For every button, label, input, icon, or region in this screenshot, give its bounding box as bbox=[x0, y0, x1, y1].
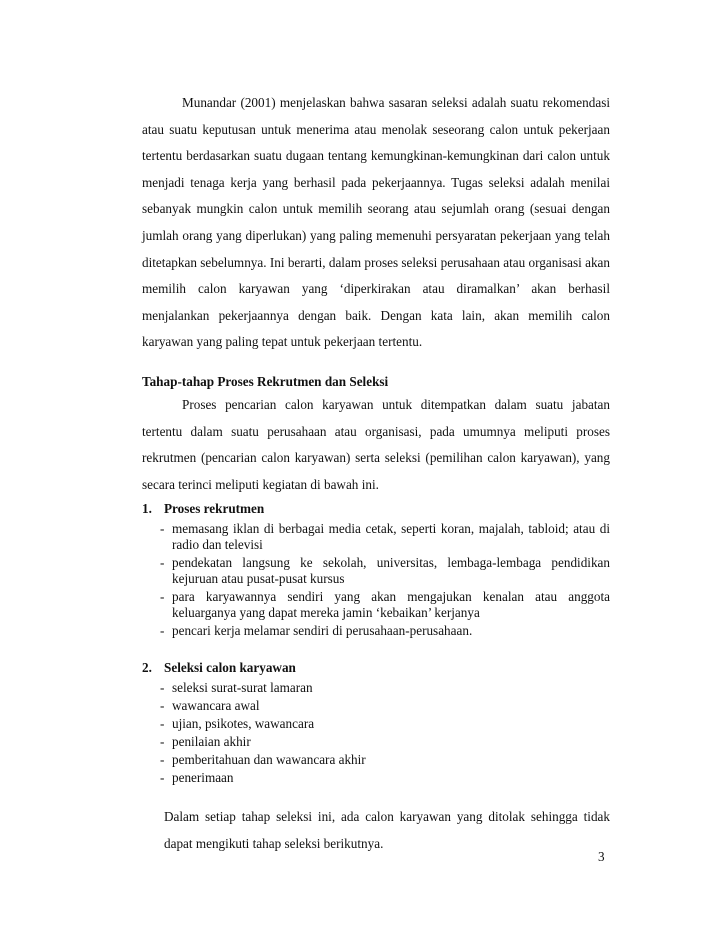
list-item: - wawancara awal bbox=[160, 698, 610, 714]
page-content bbox=[142, 90, 610, 858]
dash-list bbox=[142, 521, 610, 639]
list-item: - pencari kerja melamar sendiri di perusahaan-perusahaan. bbox=[160, 623, 610, 639]
list-title-text: Seleksi calon karyawan bbox=[164, 660, 296, 676]
list-item: - memasang iklan di berbagai media cetak, seperti koran, majalah, tabloid; atau di radio dan televisi bbox=[160, 521, 610, 553]
list-title-2 bbox=[142, 659, 610, 677]
section-heading: Tahap-tahap Proses Rekrutmen dan Seleksi bbox=[142, 373, 389, 389]
closing-paragraph: Dalam setiap tahap seleksi ini, ada calon karyawan yang ditolak sehingga tidak dapat mengikuti tahap seleksi berikutnya. bbox=[164, 809, 610, 851]
intro-paragraph: Munandar (2001) menjelaskan bahwa sasaran seleksi adalah suatu rekomendasi atau suatu keputusan untuk menerima atau menolak seseorang calon untuk pekerjaan tertentu berdasarkan suatu dugaan tentang kemungkinan-kemungkinan dari calon untuk menjadi tenaga kerja yang berhasil pada pekerjaannya. Tugas seleksi adalah menilai sebanyak mungkin calon untuk memilih seorang atau sejumlah orang (sesuai dengan jumlah orang yang diperlukan) yang paling memenuhi persyaratan pekerjaan yang telah ditetapkan sebelumnya. Ini berarti, dalam proses seleksi perusahaan atau organisasi akan memilih calon karyawan yang ‘diperkirakan atau diramalkan’ akan berhasil menjalankan pekerjaannya dengan baik. Dengan kata lain, akan memilih calon karyawan yang paling tepat untuk pekerjaan tertentu. bbox=[142, 95, 610, 350]
list-item: - ujian, psikotes, wawancara bbox=[160, 716, 610, 732]
list-item: - penerimaan bbox=[160, 770, 610, 786]
list-number: 2. bbox=[142, 660, 152, 676]
list-item: - seleksi surat-surat lamaran bbox=[160, 680, 610, 696]
list-item: - pemberitahuan dan wawancara akhir bbox=[160, 752, 610, 768]
list-block-1 bbox=[142, 500, 610, 639]
dash-list bbox=[142, 680, 610, 786]
page-number: 3 bbox=[598, 849, 605, 864]
list-item: - para karyawannya sendiri yang akan mengajukan kenalan atau anggota keluarganya yang dapat mereka jamin ‘kebaikan’ kerjanya bbox=[160, 589, 610, 621]
list-block-2 bbox=[142, 659, 610, 786]
section-paragraph: Proses pencarian calon karyawan untuk ditempatkan dalam suatu jabatan tertentu dalam suatu perusahaan atau organisasi, pada umumnya meliputi proses rekrutmen (pencarian calon karyawan) serta seleksi (pemilihan calon karyawan), yang secara terinci meliputi kegiatan di bawah ini. bbox=[142, 396, 610, 492]
list-title-1 bbox=[142, 500, 610, 518]
list-number: 1. bbox=[142, 501, 152, 517]
list-item: - pendekatan langsung ke sekolah, universitas, lembaga-lembaga pendidikan kejuruan atau pusat-pusat kursus bbox=[160, 555, 610, 587]
list-item: - penilaian akhir bbox=[160, 734, 610, 750]
list-title-text: Proses rekrutmen bbox=[164, 501, 265, 517]
